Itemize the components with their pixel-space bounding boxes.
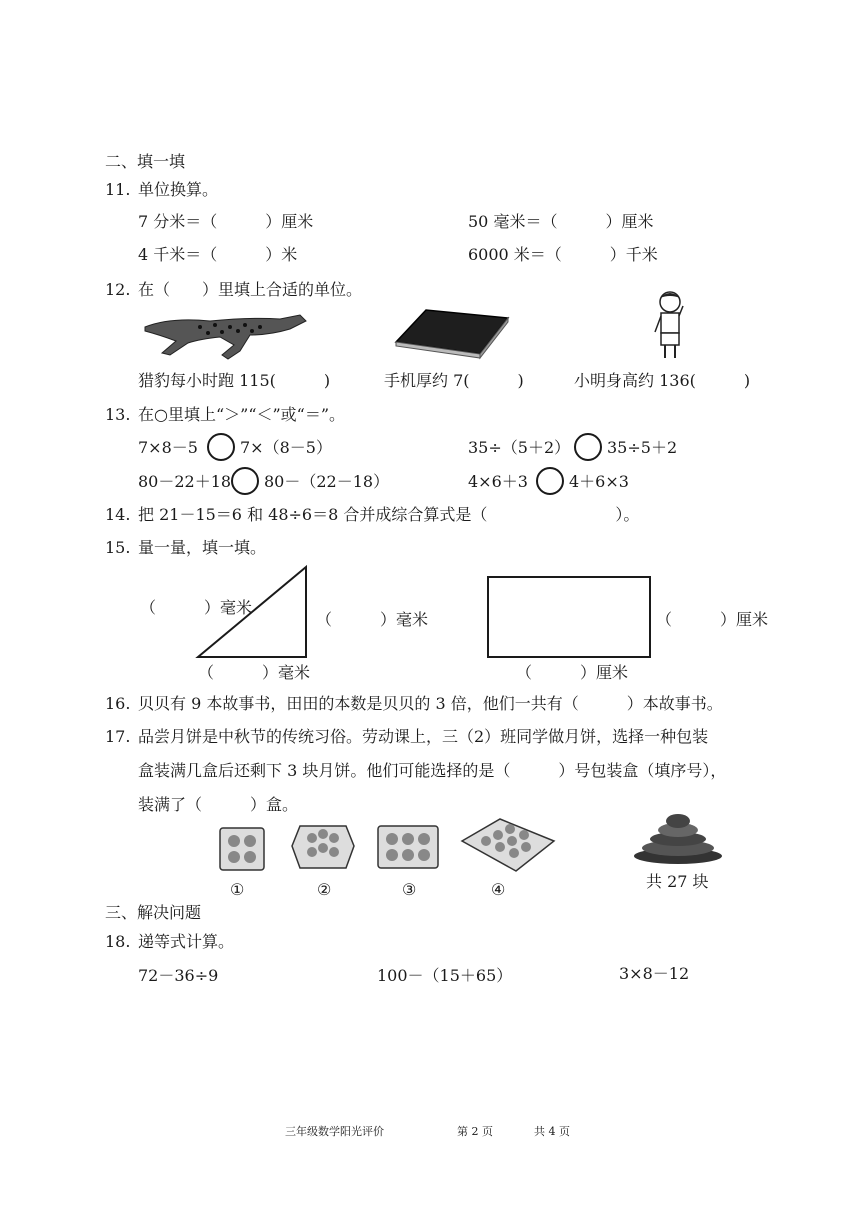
question-number: 14. — [105, 505, 131, 524]
footer-title: 三年级数学阳光评价 — [285, 1125, 384, 1138]
expression: 35÷（5＋2） — [468, 438, 571, 457]
expression: 80－（22－18） — [264, 472, 390, 491]
expression: 4×6＋3 — [468, 472, 528, 491]
measure-label: （ ）厘米 — [656, 610, 769, 629]
box-number: ① — [230, 880, 245, 899]
box-4-image — [218, 826, 266, 872]
question-number: 15. — [105, 538, 131, 557]
question-text: 贝贝有 9 本故事书，田田的本数是贝贝的 3 倍，他们一共有（ ）本故事书。 — [138, 694, 723, 713]
compare-circle — [574, 433, 602, 461]
mooncake-total: 共 27 块 — [646, 872, 709, 891]
conversion-item: 7 分米＝（ ）厘米 — [138, 212, 314, 231]
section-title: 二、填一填 — [105, 152, 186, 171]
compare-circle — [207, 433, 235, 461]
unit-item: 猎豹每小时跑 115( ) — [138, 371, 331, 390]
question-text: 盒装满几盒后还剩下 3 块月饼。他们可能选择的是（ ）号包装盒（填序号）， — [138, 761, 727, 780]
phone-image — [392, 306, 512, 361]
question-text: 把 21－15＝6 和 48÷6＝8 合并成综合算式是（ ）。 — [138, 505, 640, 524]
section-title: 三、解决问题 — [105, 903, 202, 922]
boy-image — [650, 288, 690, 364]
footer-page: 第 2 页 — [457, 1125, 493, 1138]
expression: 7×8－5 — [138, 438, 198, 457]
box-number: ③ — [402, 880, 417, 899]
mooncake-pile-image — [632, 812, 724, 864]
question-title: 量一量，填一填。 — [138, 538, 267, 557]
question-text: 装满了（ ）盒。 — [138, 795, 299, 814]
conversion-item: 50 毫米＝（ ）厘米 — [468, 212, 654, 231]
question-title: 在○里填上“＞”“＜”或“＝”。 — [138, 405, 346, 424]
question-number: 13. — [105, 405, 131, 424]
question-number: 17. — [105, 727, 131, 746]
question-title: 单位换算。 — [138, 180, 219, 199]
question-number: 11. — [105, 180, 131, 199]
question-text: 品尝月饼是中秋节的传统习俗。劳动课上，三（2）班同学做月饼，选择一种包装 — [138, 727, 709, 746]
calc-expression: 72－36÷9 — [138, 966, 219, 985]
expression: 7×（8－5） — [240, 438, 332, 457]
expression: 4＋6×3 — [569, 472, 629, 491]
box-hexagon-image — [290, 818, 356, 872]
unit-item: 小明身高约 136( ) — [574, 371, 751, 390]
conversion-item: 4 千米＝（ ）米 — [138, 245, 298, 264]
box-6-image — [376, 824, 440, 870]
box-number: ② — [317, 880, 332, 899]
question-title: 递等式计算。 — [138, 932, 235, 951]
rectangle-shape — [487, 576, 651, 658]
question-number: 18. — [105, 932, 131, 951]
compare-circle — [231, 467, 259, 495]
measure-label: （ ）厘米 — [516, 663, 629, 682]
calc-expression: 3×8－12 — [619, 964, 690, 983]
measure-label: （ ）毫米 — [198, 663, 311, 682]
measure-label: （ ）毫米 — [316, 610, 429, 629]
conversion-item: 6000 米＝（ ）千米 — [468, 245, 658, 264]
question-title: 在（ ）里填上合适的单位。 — [138, 280, 363, 299]
box-number: ④ — [491, 880, 506, 899]
calc-expression: 100－（15＋65） — [377, 966, 513, 985]
measure-label: （ ）毫米 — [140, 598, 253, 617]
question-number: 16. — [105, 694, 131, 713]
expression: 80－22＋18 — [138, 472, 232, 491]
expression: 35÷5＋2 — [607, 438, 678, 457]
box-8-image — [460, 815, 556, 875]
question-number: 12. — [105, 280, 131, 299]
cheetah-image — [140, 305, 310, 365]
footer-total: 共 4 页 — [534, 1125, 570, 1138]
unit-item: 手机厚约 7( ) — [384, 371, 524, 390]
compare-circle — [536, 467, 564, 495]
